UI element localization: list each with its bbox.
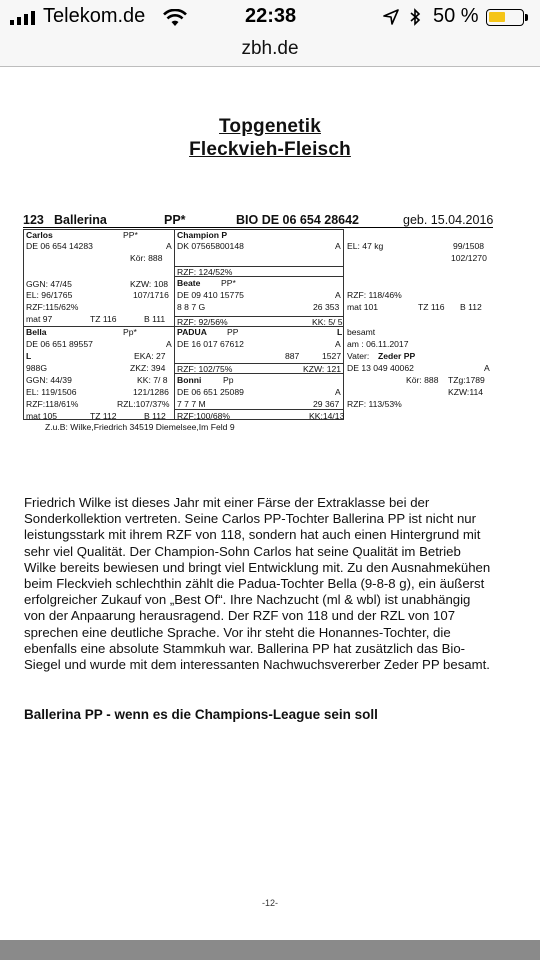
dam-el2: 121/1286 bbox=[133, 387, 169, 397]
page-number: -12- bbox=[261, 898, 278, 908]
sire-kzw: KZW: 108 bbox=[130, 279, 169, 289]
granddam-kk: KK: 5/ 5 bbox=[312, 317, 343, 327]
birth-date: geb. 15.04.2016 bbox=[403, 213, 494, 227]
location-arrow-icon bbox=[383, 9, 399, 25]
sire-mat: mat 97 bbox=[26, 314, 53, 324]
page-subtitle: Fleckvieh-Fleisch bbox=[189, 139, 351, 160]
sire-name: Carlos bbox=[26, 230, 53, 240]
page-title: Topgenetik bbox=[219, 116, 321, 137]
sire-id: DE 06 654 14283 bbox=[26, 241, 93, 251]
b-value: B 112 bbox=[460, 302, 482, 312]
dam-score: 988G bbox=[26, 363, 48, 373]
dam-dam-kk: KK:14/13 bbox=[309, 411, 345, 421]
dam-zkz: ZKZ: 394 bbox=[130, 363, 166, 373]
dam-b: B 112 bbox=[144, 411, 166, 421]
catalog-number: 123 bbox=[23, 213, 44, 227]
service-sire-rzf: RZF: 113/53% bbox=[347, 399, 402, 409]
address-bar[interactable] bbox=[0, 34, 540, 67]
dam-sire-name: PADUA bbox=[177, 327, 207, 337]
dam-sire-rzf: RZF: 102/75% bbox=[177, 364, 233, 374]
service-sire-name: Zeder PP bbox=[378, 351, 416, 361]
animal-grade: PP* bbox=[164, 213, 186, 227]
clock: 22:38 bbox=[245, 5, 297, 27]
granddam-grade: PP* bbox=[221, 278, 236, 288]
dam-dam-name: Bonni bbox=[177, 375, 202, 385]
battery-cap-icon bbox=[525, 14, 528, 21]
mat-value: mat 101 bbox=[347, 302, 379, 312]
url-text: zbh.de bbox=[241, 38, 299, 59]
sire-a: A bbox=[166, 241, 172, 251]
dam-sire-kzw: KZW: 121 bbox=[303, 364, 342, 374]
dam-dam-id: DE 06 651 25089 bbox=[177, 387, 244, 397]
granddam-name: Beate bbox=[177, 278, 201, 288]
insemination-date: am : 06.11.2017 bbox=[347, 339, 409, 349]
dam-rzl: RZL:107/37% bbox=[117, 399, 170, 409]
battery-fill bbox=[489, 12, 505, 22]
dam-dam-a: A bbox=[335, 387, 341, 397]
el-value-1: 99/1508 bbox=[453, 241, 485, 251]
description-paragraph: Friedrich Wilke ist dieses Jahr mit einer Färse der Extraklasse bei der Sonderkollektion vertreten. Seine Carlos PP-Tochter Ballerina PP ist nicht nur leistungsstark mit ihrem RZF von 118, sondern hat auch einen Hintergrund mit sehr viel Qualität. Der Champion-Sohn Carlos hat seine Qualität im Betrieb Wilke bereits bewiesen und bringt viel Entwicklung mit. Zu den Ausnahmekühen beim Fleckvieh schlechthin zählt die Padua-Tochter Bella (9-8-8 g), ein äußerst erfolgreicher Zukauf von „Best Of“. Ihre Nachzucht (ml & wbl) ist unabhängig von der Anpaarung herausragend. Der RZF von 118 und der RZL von 107 sprechen eine deutliche Sprache. Vor ihr steht die Honannes-Tochter, die ebenfalls eine absolute Stammkuh war. Ballerina PP hat zusätzlich das Bio-Siegel und wurde mit dem interessanten Nachwuchsvererber Zeder PP besamt. bbox=[24, 495, 491, 673]
sire-tz: TZ 116 bbox=[90, 314, 117, 324]
sire-b: B 111 bbox=[144, 314, 166, 324]
status-bar bbox=[0, 0, 540, 34]
dam-sire-l: L bbox=[337, 327, 343, 337]
closing-headline: Ballerina PP - wenn es die Champions-League sein soll bbox=[24, 707, 378, 722]
dam-dam-milk: 29 367 bbox=[313, 399, 340, 409]
sire-grade: PP* bbox=[123, 230, 138, 240]
dam-tz: TZ 112 bbox=[90, 411, 117, 421]
granddam-a: A bbox=[335, 290, 341, 300]
dam-el: EL: 119/1506 bbox=[26, 387, 77, 397]
dam-sire-id: DE 16 017 67612 bbox=[177, 339, 244, 349]
bluetooth-icon bbox=[409, 8, 421, 26]
dam-l: L bbox=[26, 351, 32, 361]
sire-rzf: RZF:115/62% bbox=[26, 302, 79, 312]
granddam-rzf: RZF: 92/56% bbox=[177, 317, 228, 327]
dam-mat: mat 105 bbox=[26, 411, 58, 421]
el-weight: EL: 47 kg bbox=[347, 241, 384, 251]
bottom-toolbar bbox=[0, 940, 540, 960]
service-sire-kzw: KZW:114 bbox=[448, 387, 484, 397]
insemination-status: besamt bbox=[347, 327, 376, 337]
sire-el: EL: 96/1765 bbox=[26, 290, 73, 300]
wifi-icon bbox=[163, 9, 187, 27]
grandsire-a: A bbox=[335, 241, 341, 251]
grandsire-name: Champion P bbox=[177, 230, 228, 240]
dam-rzf: RZF:118/61% bbox=[26, 399, 79, 409]
service-sire-label: Vater: bbox=[347, 351, 370, 361]
dam-sire-score: 887 bbox=[285, 351, 300, 361]
service-sire-koer: Kör: 888 bbox=[406, 375, 439, 385]
battery-percent: 50 % bbox=[433, 5, 479, 27]
el-value-2: 102/1270 bbox=[451, 253, 487, 263]
granddam-score: 8 8 7 G bbox=[177, 302, 206, 312]
dam-eka: EKA: 27 bbox=[134, 351, 166, 361]
dam-id: DE 06 651 89557 bbox=[26, 339, 93, 349]
animal-id: BIO DE 06 654 28642 bbox=[236, 213, 359, 227]
granddam-milk: 26 353 bbox=[313, 302, 340, 312]
dam-sire-grade: PP bbox=[227, 327, 239, 337]
dam-a: A bbox=[166, 339, 172, 349]
signal-bars-icon bbox=[10, 11, 38, 25]
dam-dam-rzf: RZF:100/68% bbox=[177, 411, 231, 421]
grandsire-rzf: RZF: 124/52% bbox=[177, 267, 233, 277]
dam-ggn: GGN: 44/39 bbox=[26, 375, 72, 385]
tz-value: TZ 116 bbox=[418, 302, 445, 312]
service-sire-id: DE 13 049 40062 bbox=[347, 363, 414, 373]
service-sire-a: A bbox=[484, 363, 490, 373]
service-sire-tzg: TZg:1789 bbox=[448, 375, 485, 385]
dam-dam-grade: Pp bbox=[223, 375, 234, 385]
dam-sire-value: 1527 bbox=[322, 351, 342, 361]
rzf-value: RZF: 118/46% bbox=[347, 290, 402, 300]
animal-name: Ballerina bbox=[54, 213, 107, 227]
pedigree-table bbox=[23, 227, 493, 432]
dam-sire-a: A bbox=[335, 339, 341, 349]
dam-grade: Pp* bbox=[123, 327, 137, 337]
dam-kk: KK: 7/ 8 bbox=[137, 375, 168, 385]
divider bbox=[174, 409, 344, 410]
dam-name: Bella bbox=[26, 327, 47, 337]
sire-koer: Kör: 888 bbox=[130, 253, 163, 263]
sire-el2: 107/1716 bbox=[133, 290, 169, 300]
sire-ggn: GGN: 47/45 bbox=[26, 279, 72, 289]
dam-dam-score: 7 7 7 M bbox=[177, 399, 206, 409]
carrier-name: Telekom.de bbox=[43, 5, 146, 27]
breeder-info: Z.u.B: Wilke,Friedrich 34519 Diemelsee,Im Feld 9 bbox=[45, 422, 235, 432]
granddam-id: DE 09 410 15775 bbox=[177, 290, 244, 300]
battery-icon bbox=[486, 9, 524, 26]
grandsire-id: DK 07565800148 bbox=[177, 241, 244, 251]
